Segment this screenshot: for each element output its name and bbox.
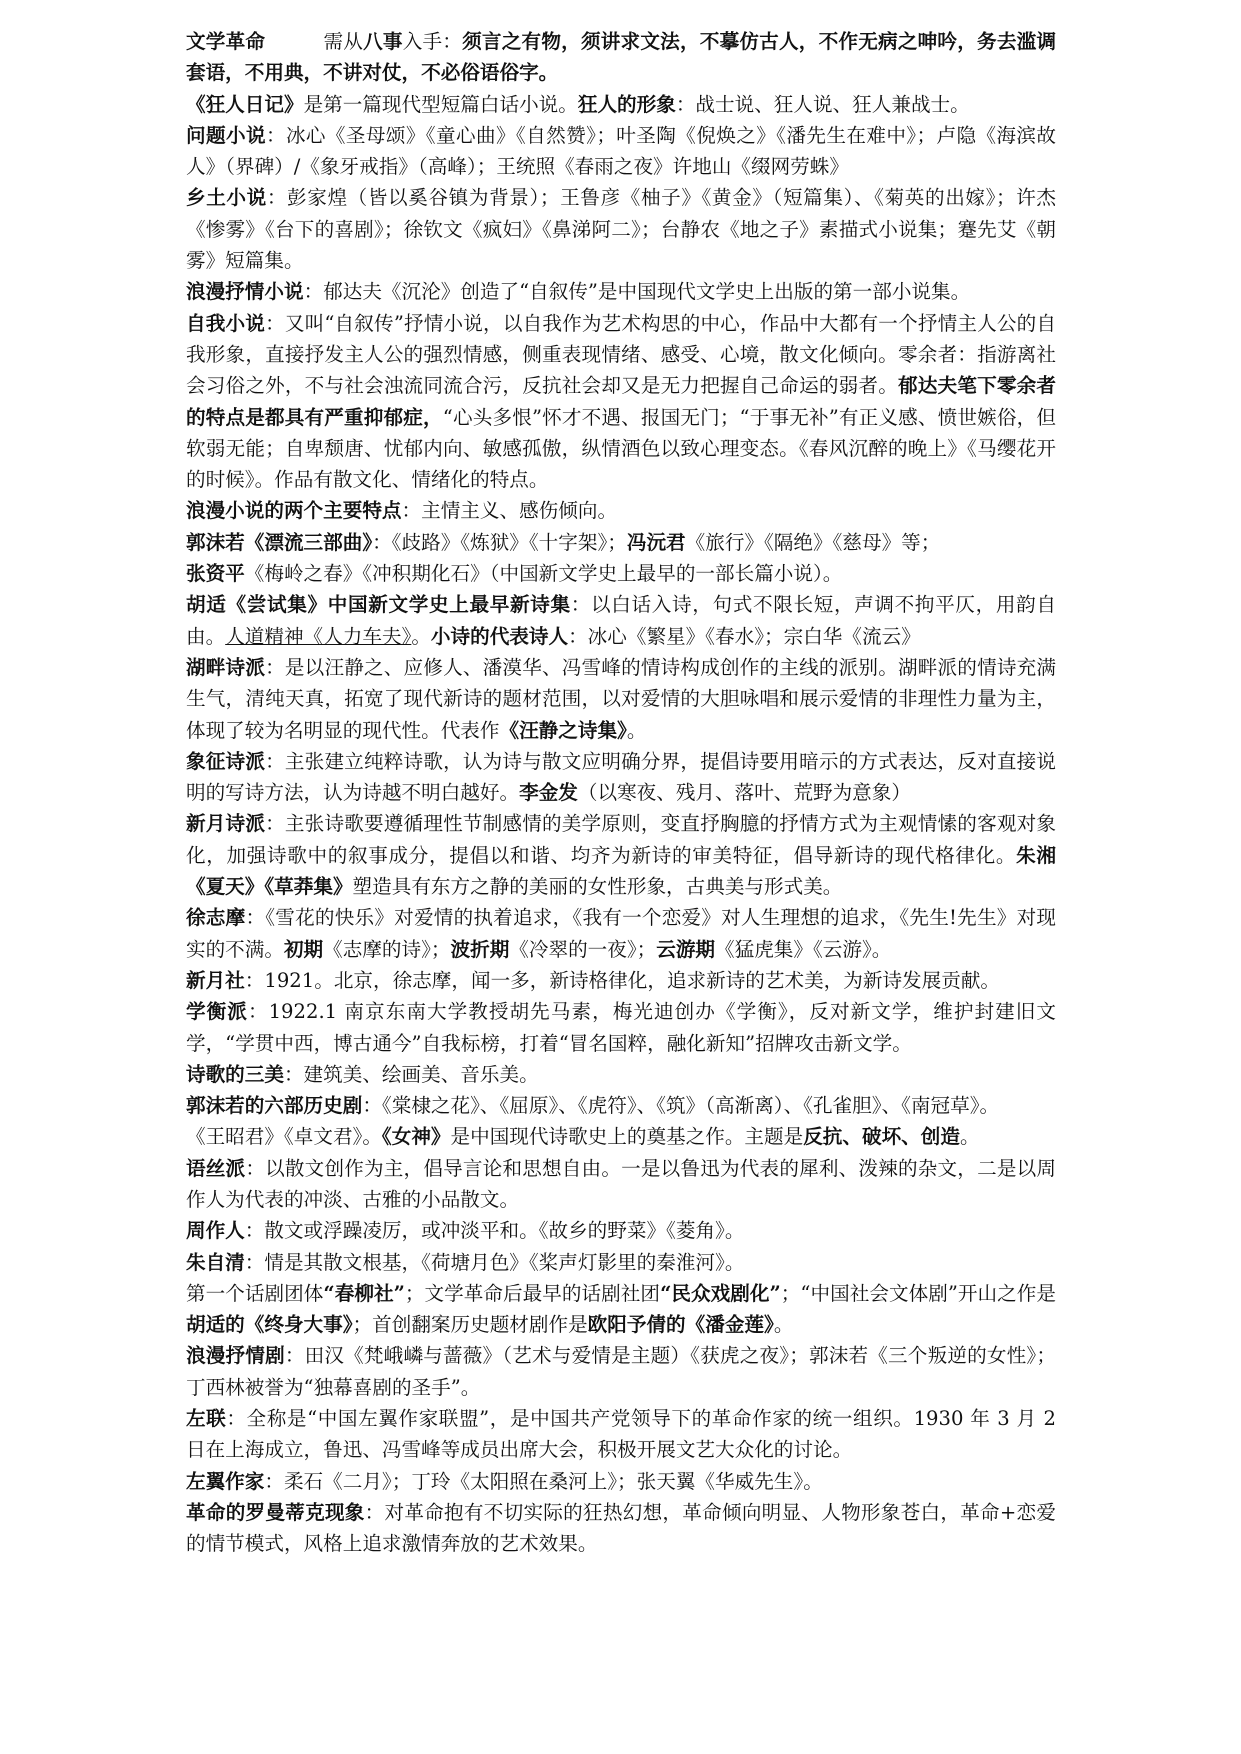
body-text: ：情是其散文根基，《荷塘月色》《桨声灯影里的秦淮河》。 xyxy=(244,1250,745,1274)
paragraph-hu-shi xyxy=(186,589,1056,652)
paragraph-huaju xyxy=(186,1278,1056,1341)
body-text: 入手： xyxy=(402,30,463,53)
body-text: ；首创翻案历史题材剧作是 xyxy=(352,1313,588,1337)
paragraph-zuolian xyxy=(186,1403,1056,1466)
bold-text: 自我小说 xyxy=(186,311,266,335)
bold-text: 云游期 xyxy=(656,937,716,961)
body-text: ：主情主义、感伤倾向。 xyxy=(401,499,618,523)
body-text: ：以散文创作为主，倡导言论和思想自由。一是以鲁迅为代表的犀利、泼辣的杂文，二是以周作人为代表的冲淡、古雅的小品散文。 xyxy=(186,1156,1057,1211)
body-text: ：主张建立纯粹诗歌，认为诗与散文应明确分界，提倡诗要用暗示的方式表达，反对直接说明的写诗方法，认为诗越不明白越好。 xyxy=(186,749,1057,805)
paragraph-xu-zhimo xyxy=(186,902,1056,965)
paragraph-zhu-ziqing xyxy=(186,1247,1056,1278)
body-text: ：全称是“中国左翼作家联盟”，是中国共产党领导下的革命作家的统一组织。1930 年 3 月 2 日在上海成立，鲁迅、冯雪峰等成员出席大会，积极开展文艺大众化的讨论。 xyxy=(186,1407,1057,1462)
bold-text: 郭沫若的六部历史剧 xyxy=(186,1094,363,1118)
bold-text: 问题小说 xyxy=(186,123,266,147)
bold-text: 胡适的《终身大事》 xyxy=(186,1313,353,1337)
document-page xyxy=(186,26,1056,1560)
bold-text: 浪漫抒情小说 xyxy=(186,280,304,304)
bold-text: 左联 xyxy=(186,1407,227,1431)
body-text: ：冰心《圣母颂》《童心曲》《自然赞》；叶圣陶《倪焕之》《潘先生在难中》；卢隐《海滨故人》（界碑）/《象牙戒指》（高峰）；王统照《春雨之夜》许地山《缀网劳蛛》 xyxy=(186,123,1057,179)
paragraph-langman-tedian xyxy=(186,495,1056,526)
body-text: 需从 xyxy=(323,30,364,53)
body-text: ：主张诗歌要遵循理性节制感情的美学原则，变直抒胸臆的抒情方式为主观情愫的客观对象化，加强诗歌中的叙事成分，提倡以和谐、均齐为新诗的审美特征，倡导新诗的现代格律化。 xyxy=(186,812,1057,867)
body-text: （以寒夜、残月、落叶、荒野为意象） xyxy=(577,781,911,805)
body-text: ：1922.1 南京东南大学教授胡先马素，梅光迪创办《学衡》，反对新文学，维护封建旧文学，“学贯中西，博古通今”自我标榜，打着“冒名国粹，融化新知”招牌攻击新文学。 xyxy=(186,1000,1057,1055)
paragraph-xiangtu-xiaoshuo xyxy=(186,182,1056,276)
body-text: ：对革命抱有不切实际的狂热幻想，革命倾向明显、人物形象苍白，革命+恋爱的情节模式，风格上追求激情奔放的艺术效果。 xyxy=(186,1500,1056,1556)
bold-text: “民众戏剧化” xyxy=(660,1281,781,1305)
bold-text: 八事 xyxy=(363,30,403,53)
paragraph-kuangren-riji xyxy=(186,89,1056,120)
body-text: ：彭家煌（皆以奚谷镇为背景）；王鲁彦《柚子》《黄金》（短篇集）、《菊英的出嫁》；许杰《惨雾》《台下的喜剧》；徐钦文《疯妇》《鼻涕阿二》；台静农《地之子》素描式小说集；蹇先艾《朝雾》短篇集。 xyxy=(186,186,1057,273)
body-text: 。 xyxy=(773,1313,794,1337)
body-text: ：柔石《二月》；丁玲《太阳照在桑河上》；张天翼《华威先生》。 xyxy=(264,1469,823,1493)
bold-text: 郁达夫笔下零余者的特点是都具有严重抑郁症， xyxy=(186,374,1057,429)
body-text: “心头多恨”怀才不遇、报国无门；“于事无补”有正义感、愤世嫉俗，但软弱无能；自卑颓唐、忧郁内向、敏感孤傲，纵情酒色以致心理变态。《春风沉醉的晚上》《马缨花开的时候》。作品有散文化、情绪化的特点。 xyxy=(186,405,1057,492)
bold-text: 冯沅君 xyxy=(626,530,686,554)
body-text: ：建筑美、绘画美、音乐美。 xyxy=(283,1062,539,1086)
paragraph-geming-luoman xyxy=(186,1497,1056,1560)
body-text: 《志摩的诗》； xyxy=(323,937,451,961)
body-text: 《猛虎集》《云游》。 xyxy=(715,937,892,961)
paragraph-zuoyi-zuojia xyxy=(186,1466,1056,1497)
bold-text: 初期 xyxy=(283,937,324,961)
bold-text: 左翼作家 xyxy=(186,1469,265,1493)
bold-text: 狂人的形象 xyxy=(577,92,676,116)
body-text: ：以白话入诗，句式不限长短，声调不拘平仄，用韵自由。 xyxy=(186,593,1057,648)
bold-text: 胡适《尝试集》中国新文学史上最早新诗集 xyxy=(186,593,571,617)
bold-text: 文学革命 xyxy=(186,30,266,53)
paragraph-hupan-shipai xyxy=(186,652,1056,746)
paragraph-xueheng-pai xyxy=(186,996,1056,1059)
body-text: ：冰心《繁星》《春水》；宗白华《流云》 xyxy=(568,624,921,648)
bold-text: 学衡派 xyxy=(186,1000,248,1024)
paragraph-nvshen xyxy=(186,1121,1056,1152)
paragraph-zhang-ziping xyxy=(186,558,1056,589)
bold-text: 《女神》 xyxy=(381,1125,451,1149)
bold-text: 《狂人日记》 xyxy=(186,92,304,116)
body-text: ：郁达夫《沉沦》创造了“自叙传”是中国现代文学史上出版的第一部小说集。 xyxy=(303,280,971,304)
body-text: ：田汉《梵峨嶙与蔷薇》（艺术与爱情是主题）《获虎之夜》；郭沫若《三个叛逆的女性》；丁西林被誉为“独幕喜剧的圣手”。 xyxy=(186,1344,1056,1399)
bold-text: 新月诗派 xyxy=(186,812,266,836)
bold-text: 须言之有物，须讲求文法，不摹仿古人，不作无病之呻吟，务去滥调套语，不用典，不讲对仗，不必俗语俗字。 xyxy=(186,30,1057,85)
bold-text: 朱湘《夏天》《草莽集》 xyxy=(186,843,1057,899)
body-text: ；文学革命后最早的话剧社团 xyxy=(404,1281,661,1305)
body-text: 《王昭君》《卓文君》。 xyxy=(186,1125,382,1149)
body-text: ：是以汪静之、应修人、潘漠华、冯雪峰的情诗构成创作的主线的派别。湖畔派的情诗充满生气，清纯天真，拓宽了现代新诗的题材范围，以对爱情的大胆咏唱和展示爱情的非理性力量为主，体现了较为名明显的现代性。代表作 xyxy=(186,655,1057,742)
bold-text: 象征诗派 xyxy=(186,749,266,773)
paragraph-ziwo-xiaoshuo xyxy=(186,308,1056,496)
paragraph-langman-shuqing-ju xyxy=(186,1340,1056,1403)
bold-text: “春柳社” xyxy=(323,1281,405,1305)
body-text: ：《歧路》《炼狱》《十字架》； xyxy=(372,530,627,554)
bold-text: 湖畔诗派 xyxy=(186,655,266,679)
paragraph-xiangzheng-shipai xyxy=(186,746,1056,809)
body-text: ：《雪花的快乐》对爱情的执着追求，《我有一个恋爱》对人生理想的追求，《先生!先生》对现实的不满。 xyxy=(186,906,1056,961)
bold-text: 革命的罗曼蒂克现象 xyxy=(186,1500,365,1524)
bold-text: 张资平 xyxy=(186,562,245,586)
underlined-text: 人道精神《人力车夫》 xyxy=(225,624,412,648)
paragraph-langman-shuqing xyxy=(186,276,1056,307)
body-text: ；“中国社会文体剧”开山之作是 xyxy=(780,1281,1057,1305)
body-text: 第一个话剧团体 xyxy=(186,1281,324,1305)
paragraph-yusi-pai xyxy=(186,1153,1056,1216)
body-text: 。 xyxy=(411,624,431,648)
paragraph-xinyue-shipai xyxy=(186,808,1056,902)
bold-text: 李金发 xyxy=(519,781,578,805)
paragraph-wenxue-geming xyxy=(186,26,1056,89)
bold-text: 浪漫抒情剧 xyxy=(186,1344,285,1368)
bold-text: 朱自清 xyxy=(186,1250,245,1274)
body-text: ：又叫“自叙传”抒情小说，以自我作为艺术构思的中心，作品中大都有一个抒情主人公的自我形象，直接抒发主人公的强烈情感，侧重表现情绪、感受、心境，散文化倾向。零余者：指游离社会习俗之外，不与社会浊流同流合污，反抗社会却又是无力把握自己命运的弱者。 xyxy=(186,311,1056,398)
body-text: 塑造具有东方之静的美丽的女性形象，古典美与形式美。 xyxy=(352,875,843,899)
bold-text: 乡土小说 xyxy=(186,186,267,210)
bold-text: 波折期 xyxy=(450,937,510,961)
body-text: ：散文或浮躁凌厉，或冲淡平和。《故乡的野菜》《菱角》。 xyxy=(244,1219,745,1243)
body-text: 《冷翠的一夜》； xyxy=(509,937,657,961)
bold-text: 徐志摩 xyxy=(186,906,246,930)
paragraph-shige-sanmei xyxy=(186,1059,1056,1090)
bold-text: 小诗的代表诗人 xyxy=(430,624,569,648)
bold-text: 欧阳予倩的《潘金莲》 xyxy=(587,1313,774,1337)
bold-text: 诗歌的三美 xyxy=(186,1062,284,1086)
bold-text: 反抗、破坏、创造 xyxy=(803,1125,960,1149)
bold-text: 浪漫小说的两个主要特点 xyxy=(186,499,402,523)
paragraph-zhou-zuoren xyxy=(186,1215,1056,1246)
paragraph-xinyue-she xyxy=(186,965,1056,996)
body-text: 《旅行》《隔绝》《慈母》等； xyxy=(685,530,941,554)
bold-text: 《汪静之诗集》 xyxy=(499,718,627,742)
body-text: 。 xyxy=(959,1125,980,1149)
body-text: 是第一篇现代型短篇白话小说。 xyxy=(303,92,578,116)
bold-text: 周作人 xyxy=(186,1219,245,1243)
body-text: ：《棠棣之花》、《屈原》、《虎符》、《筑》（高渐离）、《孔雀胆》、《南冠草》。 xyxy=(362,1094,1000,1118)
body-text: ：1921。北京，徐志摩，闻一多，新诗格律化，追求新诗的艺术美，为新诗发展贡献。 xyxy=(244,968,1001,992)
paragraph-guo-moruo-piaoliu xyxy=(186,527,1056,558)
bold-text: 语丝派 xyxy=(186,1156,246,1180)
paragraph-wenti-xiaoshuo xyxy=(186,120,1056,183)
body-text: ：战士说、狂人说、狂人兼战士。 xyxy=(675,92,970,116)
paragraph-guo-moruo-liubu xyxy=(186,1090,1056,1121)
bold-text: 郭沫若《漂流三部曲》 xyxy=(186,530,373,554)
bold-text: 新月社 xyxy=(186,968,245,992)
body-text: 《梅岭之春》《冲积期化石》（中国新文学史上最早的一部长篇小说）。 xyxy=(244,562,843,586)
body-text: 是中国现代诗歌史上的奠基之作。主题是 xyxy=(450,1125,804,1149)
body-text: 。 xyxy=(626,718,647,742)
